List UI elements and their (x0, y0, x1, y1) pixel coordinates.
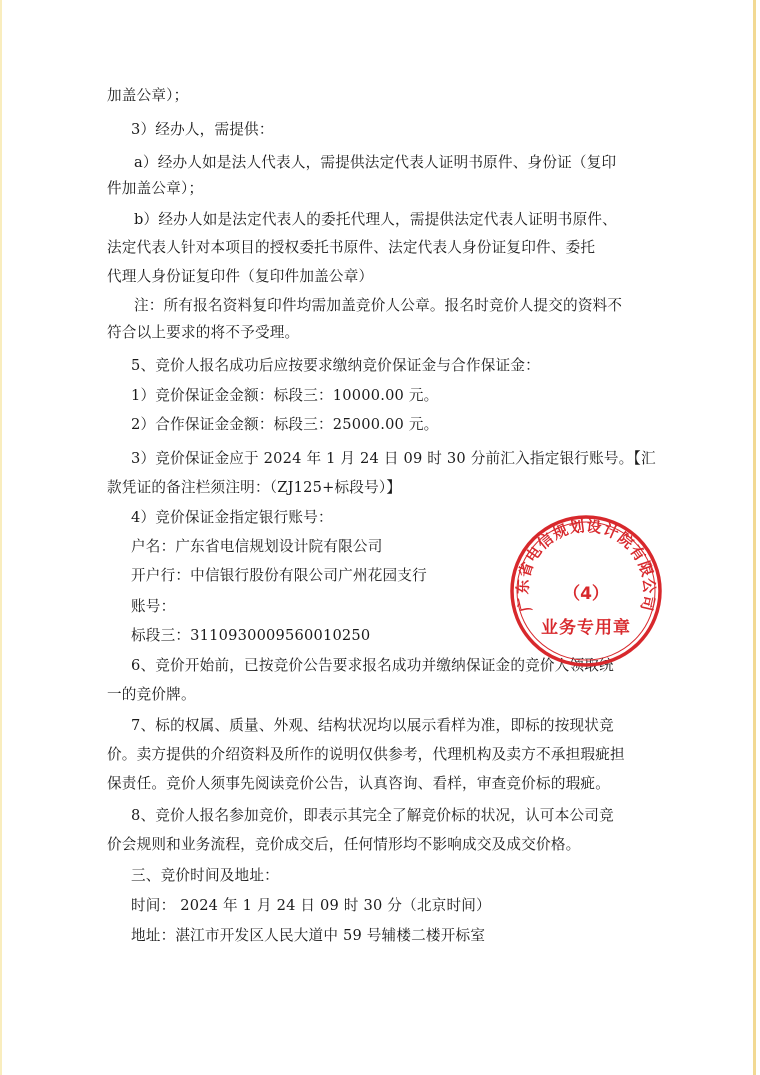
text-line-23: 价。卖方提供的介绍资料及所作的说明仅供参考，代理机构及卖方不承担瑕疵担 (107, 746, 625, 763)
text-line-16: 户名：广东省电信规划设计院有限公司 (131, 538, 383, 555)
text-line-20: 6、竞价开始前，已按竞价公告要求报名成功并缴纳保证金的竞价人领取统 (131, 657, 614, 674)
text-line-18: 账号： (131, 598, 176, 615)
text-line-7: 代理人身份证复印件（复印件加盖公章） (107, 268, 374, 285)
scan-edge-left (0, 0, 2, 1075)
text-line-17: 开户行：中信银行股份有限公司广州花园支行 (131, 567, 427, 584)
text-line-1: 加盖公章）； (107, 87, 189, 104)
seal-number: （4） (563, 584, 609, 604)
text-line-8: 注：所有报名资料复印件均需加盖竞价人公章。报名时竞价人提交的资料不 (134, 297, 623, 314)
text-line-22: 7、标的权属、质量、外观、结构状况均以展示看样为准，即标的按现状竞 (131, 717, 614, 734)
text-line-2: 3）经办人，需提供： (131, 121, 274, 138)
text-line-14: 款凭证的备注栏须注明：（ZJ125+标段号）】 (107, 479, 402, 496)
text-line-9: 符合以上要求的将不予受理。 (107, 324, 300, 341)
text-line-11: 1）竞价保证金金额：标段三：10000.00 元。 (131, 387, 439, 404)
text-line-21: 一的竞价牌。 (107, 686, 196, 703)
scan-edge-right (753, 0, 756, 1075)
text-line-3: a）经办人如是法人代表人，需提供法定代表人证明书原件、身份证（复印 (134, 154, 617, 171)
text-line-26: 价会规则和业务流程，竞价成交后，任何情形均不影响成交及成交价格。 (107, 836, 581, 853)
text-line-13: 3）竞价保证金应于 2024 年 1 月 24 日 09 时 30 分前汇入指定银行账号。【汇 (131, 450, 656, 467)
text-line-19: 标段三：3110930009560010250 (131, 627, 371, 644)
text-line-4: 件加盖公章）； (107, 180, 204, 197)
text-line-24: 保责任。竞价人须事先阅读竞价公告，认真咨询、看样，审查竞价标的瑕疵。 (107, 775, 610, 792)
text-line-29: 地址：湛江市开发区人民大道中 59 号辅楼二楼开标室 (131, 927, 486, 944)
text-line-6: 法定代表人针对本项目的授权委托书原件、法定代表人身份证复印件、委托 (107, 239, 596, 256)
text-line-5: b）经办人如是法定代表人的委托代理人，需提供法定代表人证明书原件、 (134, 211, 617, 228)
text-line-25: 8、竞价人报名参加竞价，即表示其完全了解竞价标的状况，认可本公司竞 (131, 807, 614, 824)
text-line-15: 4）竞价保证金指定银行账号： (131, 509, 333, 526)
seal-bottom-text: 业务专用章 (541, 618, 631, 638)
seal-arc-text: 广东省电信规划设计院有限公司 (513, 516, 659, 614)
text-line-28: 时间： 2024 年 1 月 24 日 09 时 30 分（北京时间） (131, 897, 491, 914)
company-seal (508, 513, 664, 669)
text-line-12: 2）合作保证金金额：标段三：25000.00 元。 (131, 416, 439, 433)
text-line-10: 5、竞价人报名成功后应按要求缴纳竞价保证金与合作保证金： (131, 357, 540, 374)
text-line-27: 三、竞价时间及地址： (131, 867, 279, 884)
